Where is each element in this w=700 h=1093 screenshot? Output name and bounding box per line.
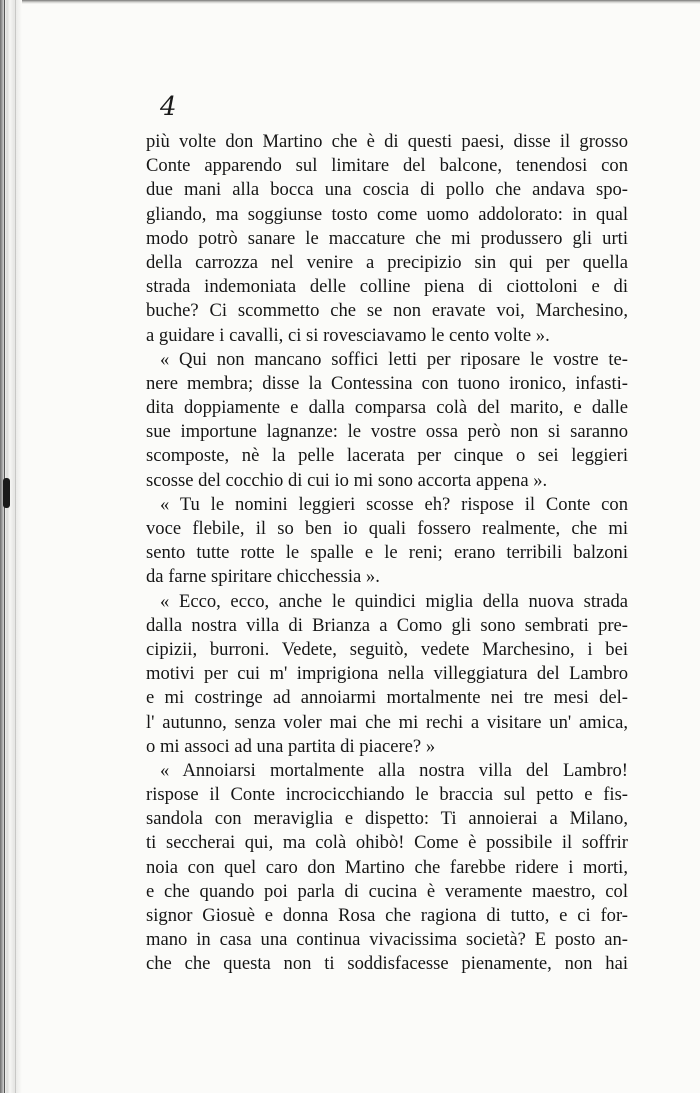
- text-line: ti seccherai qui, ma colà ohibò! Come è possibile il soffrir: [146, 832, 628, 854]
- text-line: gliando, ma soggiunse tosto come uomo addolorato: in qual: [146, 203, 628, 225]
- text-line: a guidare i cavalli, ci si rovesciavamo le cento volte ».: [146, 324, 550, 346]
- text-line: voce flebile, il so ben io quali fossero realmente, che mi: [146, 518, 628, 539]
- binding-line: [15, 0, 16, 1093]
- text-line: che che questa non ti soddisfacesse pienamente, non hai: [146, 953, 628, 975]
- binding-line: [4, 0, 5, 1093]
- page-number: 4: [160, 92, 177, 122]
- text-line: nere membra; disse la Contessina con tuono ironico, infasti-: [146, 372, 628, 394]
- text-line: più volte don Martino che è di questi paesi, disse il grosso: [146, 131, 628, 152]
- text-line: e mi costringe ad annoiarmi mortalmente nei tre mesi del-: [146, 687, 628, 709]
- binding-mark: [3, 478, 10, 508]
- text-line: dita doppiamente e dalla comparsa colà del marito, e dalle: [146, 397, 628, 419]
- text-line: o mi associ ad una partita di piacere? »: [146, 735, 436, 757]
- text-line: dalla nostra villa di Brianza a Como gli sono sembrati pre-: [146, 614, 628, 636]
- text-line: strada indemoniata delle colline piena di ciottoloni e di: [146, 276, 628, 298]
- text-line: rispose il Conte incrocicchiando le braccia sul petto e fis-: [146, 784, 628, 806]
- text-line: due mani alla bocca una coscia di pollo che andava spo-: [146, 179, 628, 201]
- text-line: cipizii, burroni. Vedete, seguitò, vedete Marchesino, i bei: [146, 638, 628, 660]
- text-line: scosse del cocchio di cui io mi sono accorta appena ».: [146, 469, 548, 491]
- text-line: motivi per cui m' imprigiona nella villeggiatura del Lambro: [146, 663, 628, 685]
- body-text: [146, 130, 628, 977]
- text-line: Conte apparendo sul limitare del balcone, tenendosi con: [146, 155, 628, 177]
- text-line: sandola con meraviglia e dispetto: Ti annoierai a Milano,: [146, 808, 628, 830]
- text-line: sento tutte rotte le spalle e le reni; erano terribili balzoni: [146, 542, 628, 564]
- text-line: « Qui non mancano soffici letti per riposare le vostre te-: [160, 348, 628, 370]
- text-line: da farne spiritare chicchessia ».: [146, 566, 380, 588]
- text-line: sue importune lagnanze: le vostre ossa però non si saranno: [146, 421, 628, 443]
- text-line: modo potrò sanare le maccature che mi produssero gli urti: [146, 227, 628, 249]
- text-line: buche? Ci scommetto che se non eravate voi, Marchesino,: [146, 300, 628, 322]
- page-top-edge: [0, 0, 700, 4]
- text-line: della carrozza nel venire a precipizio sin qui per quella: [146, 251, 628, 273]
- text-line: noia con quel caro don Martino che farebbe ridere i morti,: [146, 856, 628, 878]
- text-line: « Tu le nomini leggieri scosse eh? rispose il Conte con: [160, 493, 628, 515]
- text-line: mano in casa una continua vivacissima società? E posto an-: [146, 929, 628, 951]
- text-line: l' autunno, senza voler mai che mi rechi a visitare un' amica,: [146, 711, 628, 733]
- text-line: scomposte, nè la pelle lacerata per cinque o sei leggieri: [146, 445, 628, 467]
- text-line: « Ecco, ecco, anche le quindici miglia della nuova strada: [160, 590, 628, 612]
- text-line: signor Giosuè e donna Rosa che ragiona di tutto, e ci for-: [146, 905, 628, 926]
- text-line: « Annoiarsi mortalmente alla nostra villa del Lambro!: [160, 759, 628, 781]
- text-line: e che quando poi parla di cucina è veramente maestro, col: [146, 880, 628, 902]
